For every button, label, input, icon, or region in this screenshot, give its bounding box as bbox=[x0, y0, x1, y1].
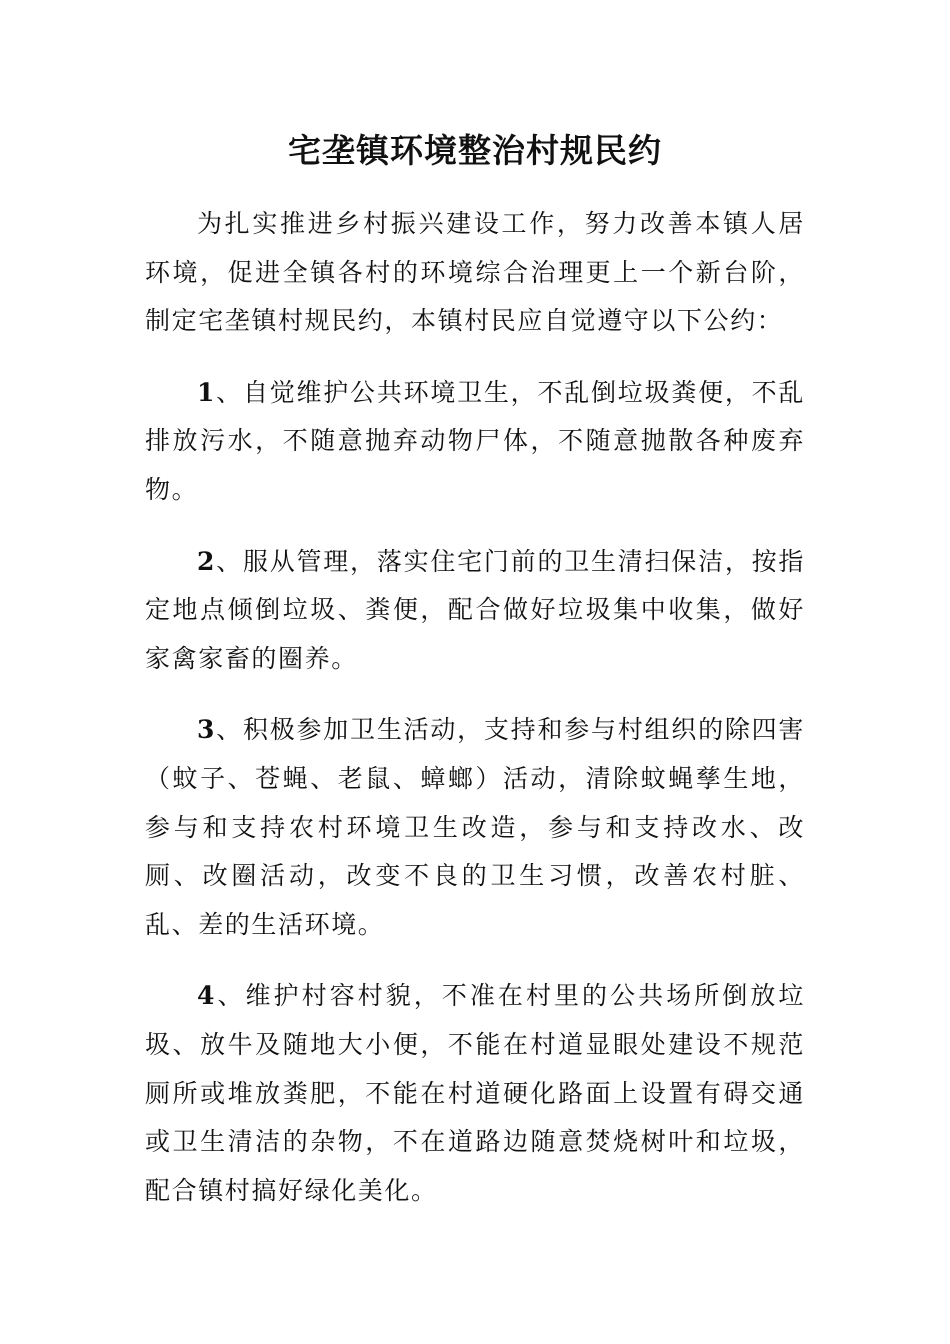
rule-separator: 、 bbox=[216, 981, 246, 1011]
rule-item-1 bbox=[145, 369, 805, 515]
rule-number: 4 bbox=[197, 981, 216, 1011]
rule-text: 积极参加卫生活动，支持和参与村组织的除四害（蚊子、苍蝇、老鼠、蟑螂）活动，清除蚊蝇孳生地，参与和支持农村环境卫生改造，参与和支持改水、改厕、改圈活动，改变不良的卫生习惯，改善农村脏、乱、差的生活环境。 bbox=[145, 715, 805, 939]
document-body bbox=[145, 200, 805, 1238]
rule-number: 2 bbox=[197, 546, 216, 576]
rule-number: 3 bbox=[197, 715, 216, 745]
rule-item-2 bbox=[145, 538, 805, 684]
rule-number: 1 bbox=[197, 377, 216, 407]
rule-separator: 、 bbox=[216, 715, 243, 745]
rule-text: 自觉维护公共环境卫生，不乱倒垃圾粪便，不乱排放污水，不随意抛弃动物尸体，不随意抛散各种废弃物。 bbox=[145, 377, 805, 504]
intro-paragraph: 为扎实推进乡村振兴建设工作，努力改善本镇人居环境，促进全镇各村的环境综合治理更上一个新台阶，制定宅垄镇村规民约，本镇村民应自觉遵守以下公约： bbox=[145, 209, 805, 336]
rule-separator: 、 bbox=[216, 546, 243, 576]
rule-text: 维护村容村貌，不准在村里的公共场所倒放垃圾、放牛及随地大小便，不能在村道显眼处建设不规范厕所或堆放粪肥，不能在村道硬化路面上设置有碍交通或卫生清洁的杂物，不在道路边随意焚烧树叶和垃圾，配合镇村搞好绿化美化。 bbox=[145, 981, 805, 1205]
document-title: 宅垄镇环境整治村规民约 bbox=[288, 131, 662, 170]
rule-item-3 bbox=[145, 706, 805, 949]
rule-separator: 、 bbox=[216, 377, 243, 407]
rule-item-4 bbox=[145, 972, 805, 1215]
rule-text: 服从管理，落实住宅门前的卫生清扫保洁，按指定地点倾倒垃圾、粪便，配合做好垃圾集中收集，做好家禽家畜的圈养。 bbox=[145, 546, 805, 673]
